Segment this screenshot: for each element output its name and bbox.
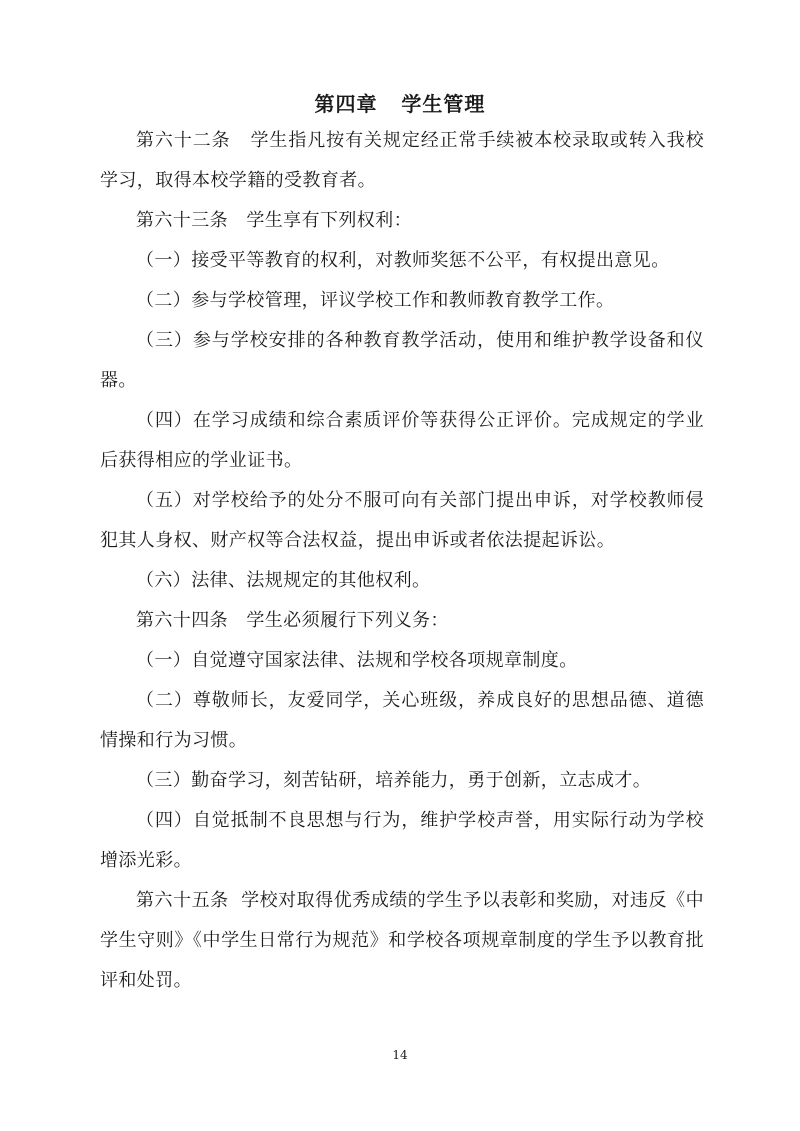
right-item-4: （四）在学习成绩和综合素质评价等获得公正评价。完成规定的学业后获得相应的学业证书。 bbox=[100, 410, 704, 471]
article-64: 第六十四条 学生必须履行下列义务： bbox=[136, 610, 449, 631]
chapter-title: 第四章 学生管理 bbox=[314, 92, 486, 116]
article-62: 第六十二条 学生指凡按有关规定经正常手续被本校录取或转入我校学习，取得本校学籍的受教育者。 bbox=[100, 130, 704, 191]
duty-item-1: （一）自觉遵守国家法律、法规和学校各项规章制度。 bbox=[136, 650, 578, 671]
right-item-5: （五）对学校给予的处分不服可向有关部门提出申诉，对学校教师侵犯其人身权、财产权等合法权益，提出申诉或者依法提起诉讼。 bbox=[100, 490, 704, 551]
article-65: 第六十五条 学校对取得优秀成绩的学生予以表彰和奖励，对违反《中学生守则》《中学生日常行为规范》和学校各项规章制度的学生予以教育批评和处罚。 bbox=[100, 890, 704, 991]
right-item-2: （二）参与学校管理，评议学校工作和教师教育教学工作。 bbox=[136, 290, 615, 311]
page-number: 14 bbox=[392, 1048, 408, 1062]
duty-item-3: （三）勤奋学习，刻苦钻研，培养能力，勇于创新，立志成才。 bbox=[136, 770, 652, 791]
duty-item-2: （二）尊敬师长，友爱同学，关心班级，养成良好的思想品德、道德情操和行为习惯。 bbox=[100, 690, 704, 751]
right-item-3: （三）参与学校安排的各种教育教学活动，使用和维护教学设备和仪器。 bbox=[100, 330, 704, 391]
right-item-6: （六）法律、法规规定的其他权利。 bbox=[136, 570, 431, 591]
body-text bbox=[100, 121, 704, 1001]
right-item-1: （一）接受平等教育的权利，对教师奖惩不公平，有权提出意见。 bbox=[136, 250, 670, 271]
article-63: 第六十三条 学生享有下列权利： bbox=[136, 210, 412, 231]
duty-item-4: （四）自觉抵制不良思想与行为，维护学校声誉，用实际行动为学校增添光彩。 bbox=[100, 810, 704, 871]
